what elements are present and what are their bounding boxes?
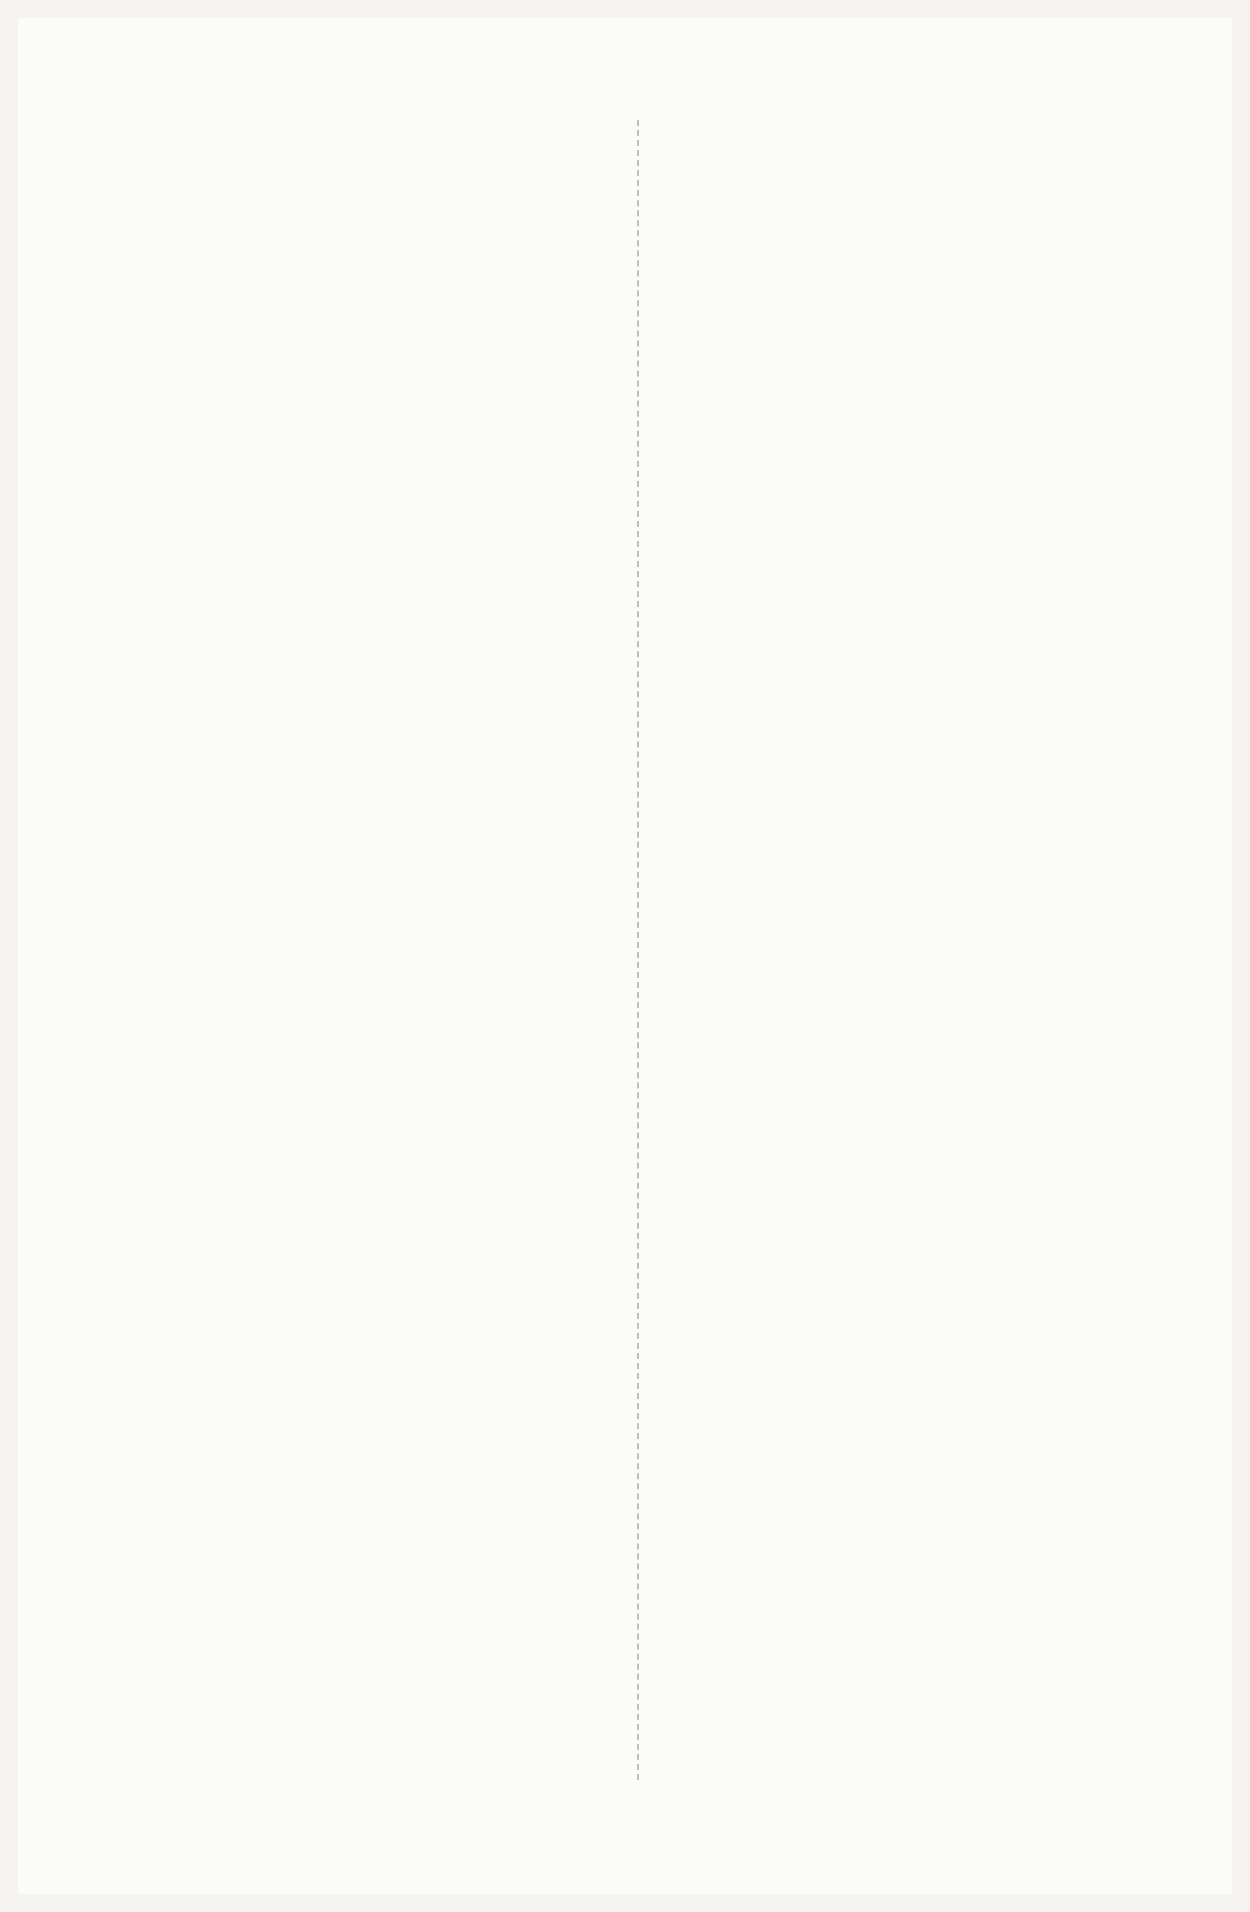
explanation-line bbox=[660, 469, 1195, 514]
explanation-line bbox=[660, 424, 1195, 469]
model-essay-label bbox=[82, 300, 622, 345]
column-divider bbox=[637, 120, 639, 1780]
continuation-first-line bbox=[660, 173, 1195, 218]
part2-label bbox=[660, 128, 1195, 173]
heading-evaluation-17 bbox=[660, 244, 1195, 330]
q17-first-line bbox=[660, 334, 1195, 379]
heading-evaluation-15 bbox=[82, 128, 622, 214]
heading-evaluation-16 bbox=[82, 214, 622, 300]
explanation-line bbox=[660, 379, 1195, 424]
right-column bbox=[660, 128, 1195, 514]
part1-label bbox=[82, 345, 622, 390]
left-column bbox=[82, 128, 622, 390]
